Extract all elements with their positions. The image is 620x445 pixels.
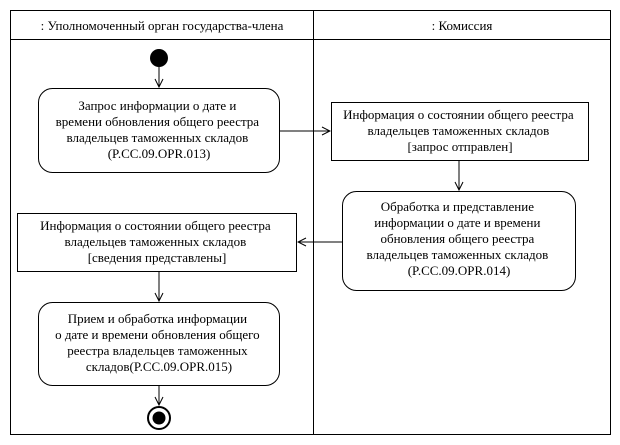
object-info-provided-label: Информация о состоянии общего реестра владельцев таможенных складов [сведения представлены]	[40, 218, 271, 265]
activity-request-label: Запрос информации о дате и времени обновления общего реестра владельцев таможенных складов (P.CC.09.OPR.013)	[55, 98, 260, 161]
activity-receive-label: Прием и обработка информации о дате и времени обновления общего реестра владельцев таможенных складов(P.CC.09.OPR.015)	[55, 311, 260, 374]
lane-title-commission: : Комиссия	[431, 18, 493, 33]
activity-process-label: Обработка и представление информации о дате и времени обновления общего реестра владельцев таможенных складов (P.CC.09.OPR.014)	[366, 199, 549, 278]
lane-title-member-state: : Уполномоченный орган государства-члена	[40, 18, 284, 33]
object-request-sent-label: Информация о состоянии общего реестра владельцев таможенных складов [запрос отправлен]	[343, 107, 574, 154]
initial-node	[150, 49, 168, 67]
final-node-core	[153, 412, 166, 425]
